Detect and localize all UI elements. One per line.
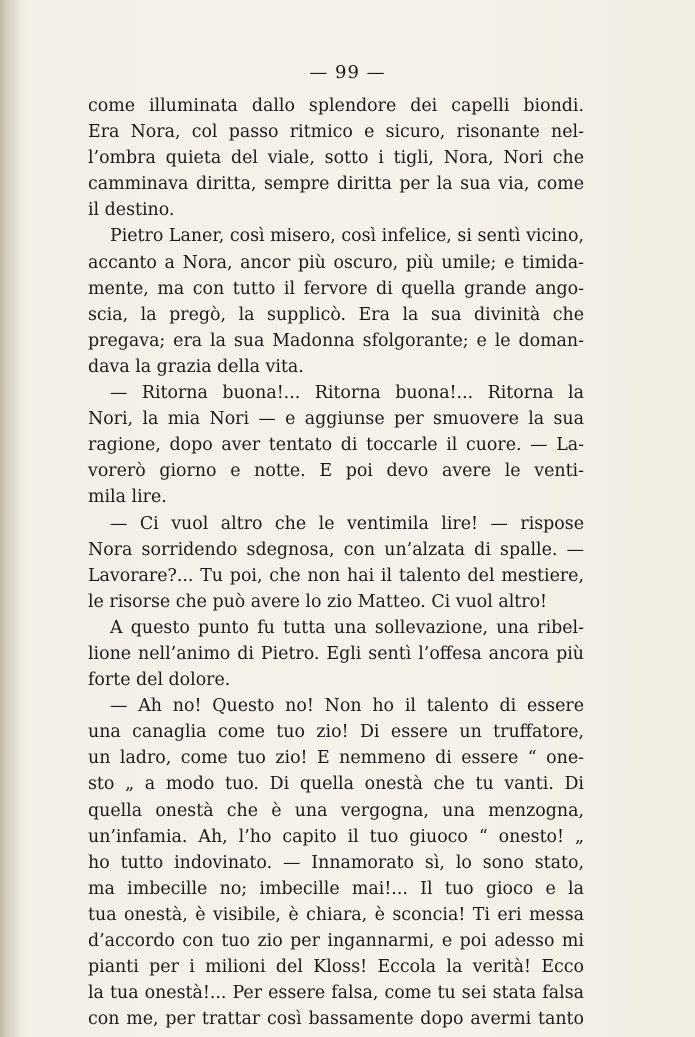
text-line: d’accordo con tuo zio per ingannarmi, e poi adesso mi bbox=[88, 931, 584, 951]
text-line: lione nell’animo di Pietro. Egli sentì l’offesa ancora più bbox=[88, 643, 584, 664]
text-line: Pietro Laner, così misero, così infelice, si sentì vicino, bbox=[110, 226, 584, 247]
text-line: Era Nora, col passo ritmico e sicuro, risonante nel- bbox=[88, 122, 584, 143]
text-line: sto „ a modo tuo. Di quella onestà che tu vanti. Di bbox=[88, 774, 584, 795]
page-gutter-shadow bbox=[0, 0, 22, 1037]
text-line: pianti per i milioni del Kloss! Eccola la verità! Ecco bbox=[88, 957, 584, 978]
text-line: Lavorare?... Tu poi, che non hai il talento del mestiere, bbox=[88, 565, 584, 586]
text-line: quella onestà che è una vergogna, una menzogna, bbox=[88, 800, 584, 821]
text-line: accanto a Nora, ancor più oscuro, più umile; e timida- bbox=[88, 252, 584, 273]
text-line: ma imbecille no; imbecille mai!... Il tuo gioco e la bbox=[88, 878, 584, 899]
text-line: mente, ma con tutto il fervore di quella grande ango- bbox=[88, 278, 584, 299]
text-line: — Ah no! Questo no! Non ho il talento di essere bbox=[110, 696, 584, 717]
text-line: l’ombra quieta del viale, sotto i tigli, Nora, Nori che bbox=[88, 148, 584, 169]
text-line: Nori, la mia Nori — e aggiunse per smuovere la sua bbox=[88, 409, 584, 430]
text-line: il destino. bbox=[88, 200, 175, 221]
page-number: — 99 — bbox=[309, 62, 386, 83]
text-line: la tua onestà!... Per essere falsa, come tu sei stata falsa bbox=[88, 983, 584, 1004]
text-line: ragione, dopo aver tentato di toccarle il cuore. — La- bbox=[88, 435, 584, 456]
text-line: con me, per trattar così bassamente dopo avermi tanto bbox=[88, 1009, 584, 1030]
text-line: le risorse che può avere lo zio Matteo. Ci vuol altro! bbox=[88, 591, 548, 612]
text-line: camminava diritta, sempre diritta per la sua via, come bbox=[88, 174, 584, 195]
text-line: forte del dolore. bbox=[88, 670, 231, 691]
text-line: pregava; era la sua Madonna sfolgorante; e le doman- bbox=[88, 330, 584, 351]
text-line: ho tutto indovinato. — Innamorato sì, lo sono stato, bbox=[88, 852, 584, 873]
text-line: scia, la pregò, la supplicò. Era la sua divinità che bbox=[88, 304, 584, 325]
text-line: — Ritorna buona!... Ritorna buona!... Ritorna la bbox=[110, 383, 584, 404]
text-line: come illuminata dallo splendore dei capelli biondi. bbox=[88, 96, 584, 116]
text-line: un’infamia. Ah, l’ho capito il tuo giuoco “ onesto! „ bbox=[88, 826, 584, 847]
text-line: un ladro, come tuo zio! E nemmeno di essere “ one- bbox=[88, 748, 584, 769]
text-line: A questo punto fu tutta una sollevazione, una ribel- bbox=[110, 617, 584, 638]
text-line: mila lire. bbox=[88, 487, 167, 508]
text-line: Nora sorridendo sdegnosa, con un’alzata di spalle. — bbox=[88, 539, 584, 560]
text-line: tua onestà, è visibile, è chiara, è sconcia! Ti eri messa bbox=[88, 904, 584, 925]
text-line: una canaglia come tuo zio! Di essere un truffatore, bbox=[88, 722, 584, 743]
text-line: — Ci vuol altro che le ventimila lire! — rispose bbox=[110, 513, 584, 534]
body-text bbox=[88, 93, 584, 1032]
text-line: dava la grazia della vita. bbox=[88, 356, 304, 377]
text-line: vorerò giorno e notte. E poi devo avere le venti- bbox=[88, 461, 584, 482]
